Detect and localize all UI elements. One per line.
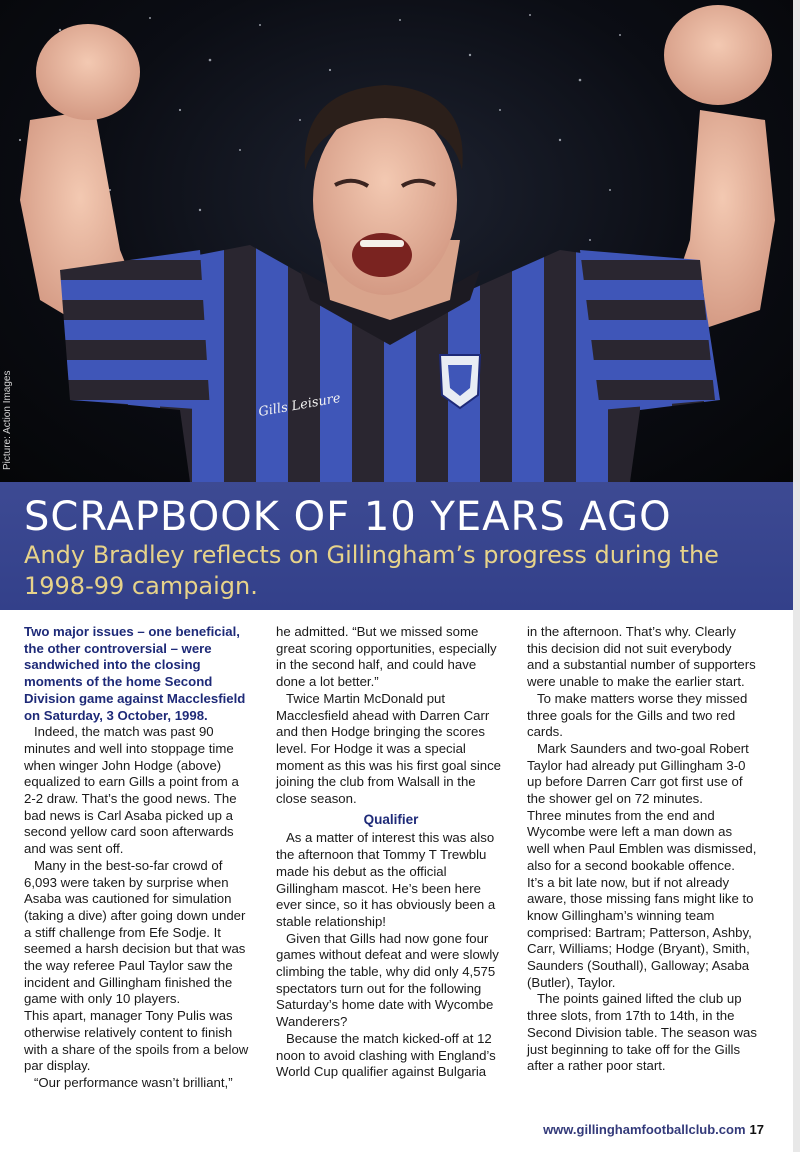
paragraph: This apart, manager Tony Pulis was otherwise relatively content to finish with a share of the spoils from a below par display. xyxy=(24,1008,249,1074)
hero-photo xyxy=(0,0,793,482)
website-link[interactable]: www.gillinghamfootballclub.com xyxy=(543,1122,746,1137)
page-footer xyxy=(543,1122,764,1137)
paragraph: As a matter of interest this was also the afternoon that Tommy T Trewblu made his debut as the official Gillingham mascot. He’s been here ever since, so it has obviously been a stable relationship! xyxy=(276,830,496,929)
page-number: 17 xyxy=(749,1122,764,1137)
paragraph: Indeed, the match was past 90 minutes and well into stoppage time when winger John Hodge (above) equalized to earn Gills a point from a 2-2 draw. That’s the good news. The bad news is Carl Asaba picked up a second yellow card soon afterwards and was sent off. xyxy=(24,724,239,857)
page-title: SCRAPBOOK OF 10 YEARS AGO xyxy=(24,494,672,540)
paragraph: Twice Martin McDonald put Macclesfield ahead with Darren Carr and then Hodge bringing the scores level. For Hodge it was a special moment as this was his first goal since joining the club from Walsall in the close season. xyxy=(276,690,502,807)
lead-paragraph: Two major issues – one beneficial, the other controversial – were sandwiched into the closing moments of the home Second Division game against Macclesfield on Saturday, 3 October, 1998. xyxy=(24,624,246,723)
celebrating-player-illustration xyxy=(0,0,793,482)
shirt-sponsor-text: Gills Leisure xyxy=(257,390,342,421)
paragraph: Many in the best-so-far crowd of 6,093 were taken by surprise when Asaba was cautioned for simulation (taking a dive) after going down under a stiff challenge from Efe Sodje. It seemed a harsh decision but that was the way referee Paul Taylor saw the incident and Gillingham finished the game with only 10 players. xyxy=(24,857,246,1007)
paragraph: he admitted. “But we missed some great scoring opportunities, especially in the second half, and could have done a lot better.” xyxy=(276,624,497,690)
standfirst: Andy Bradley reflects on Gillingham’s progress during the 1998-99 campaign. xyxy=(24,541,719,600)
paragraph: Given that Gills had now gone four games without defeat and were slowly climbing the table, why did only 4,575 spectators turn out for the following Saturday’s home date with Wycombe Wanderers? xyxy=(276,930,499,1030)
photo-credit: Picture: Action Images xyxy=(2,370,13,470)
paragraph: It’s a bit late now, but if not already aware, those missing fans might like to know Gillingham’s winning team comprised: Bartram; Patterson, Ashby, Carr, Williams; Hodge (Bryant), Smith, Saunders (Southall), Galloway; Asaba (Butler), Taylor. xyxy=(527,874,754,990)
page-edge xyxy=(793,0,800,1152)
paragraph: Because the match kicked-off at 12 noon to avoid clashing with England’s World Cup qualifier against Bulgaria xyxy=(276,1030,496,1080)
paragraph: Mark Saunders and two-goal Robert Taylor had already put Gillingham 3-0 up before Darren Carr got first use of the shower gel on 72 minutes. xyxy=(527,740,749,807)
subheading: Qualifier xyxy=(363,811,419,827)
paragraph: To make matters worse they missed three goals for the Gills and two red cards. xyxy=(527,690,748,740)
paragraph: in the afternoon. That’s why. Clearly this decision did not suit everybody and a substantial number of supporters were unable to make the earlier start. xyxy=(527,624,756,690)
paragraph: The points gained lifted the club up three slots, from 17th to 14th, in the Second Division table. The season was just beginning to take off for the Gills after a rather poor start. xyxy=(527,991,757,1074)
article-column-2 xyxy=(276,624,506,1081)
paragraph: Three minutes from the end and Wycombe were left a man down as well when Paul Emblen was dismissed, also for a second bookable offence. xyxy=(527,807,757,873)
article-column-1 xyxy=(24,624,254,1092)
paragraph: “Our performance wasn’t brilliant,” xyxy=(34,1074,233,1090)
article-column-3 xyxy=(527,624,757,1075)
